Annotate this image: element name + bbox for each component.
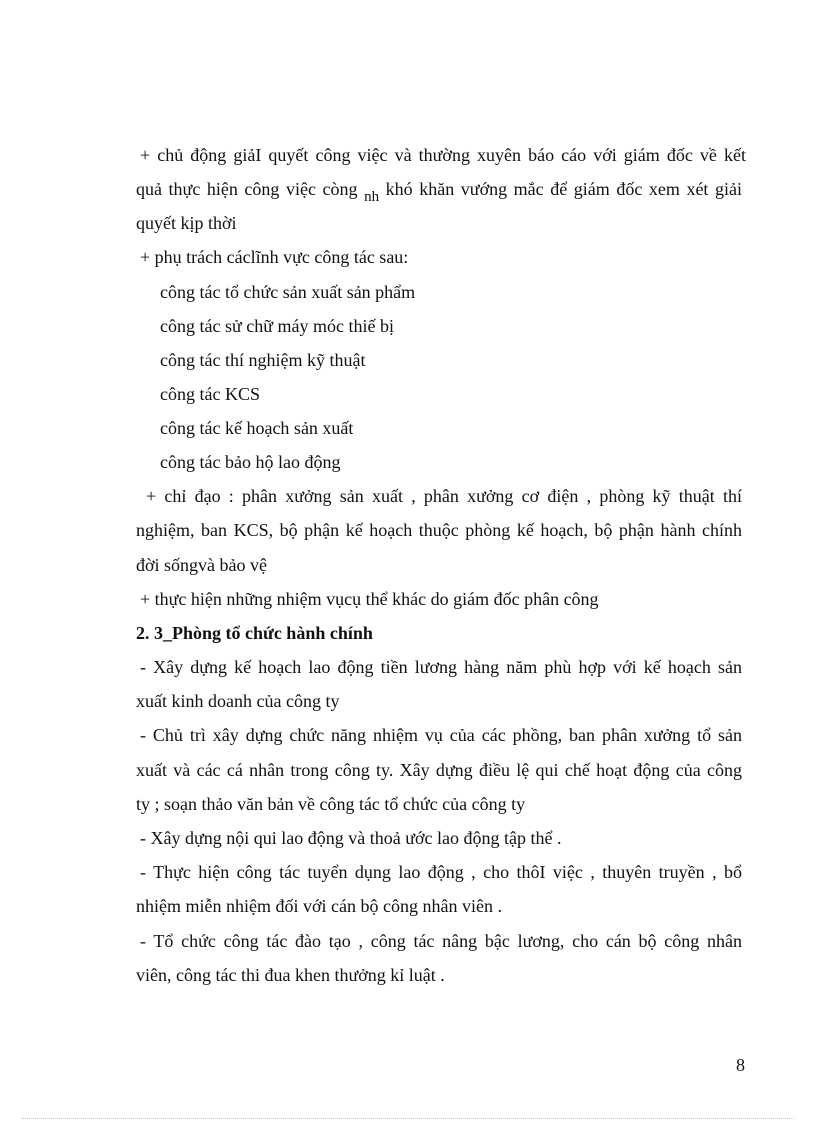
list-item: công tác thí nghiệm kỹ thuật	[160, 350, 366, 370]
paragraph-line: ty ; soạn thảo văn bản về công tác tổ chức của công ty	[136, 794, 526, 814]
paragraph-line: đời sốngvà bảo vệ	[136, 555, 267, 575]
paragraph-line: xuất kinh doanh của công ty	[136, 691, 340, 711]
paragraph-line: - Thực hiện công tác tuyển dụng lao động , cho thôI việc , thuyên truyền , bổ	[140, 862, 742, 882]
paragraph-line: - Tổ chức công tác đào tạo , công tác nâng bậc lương, cho cán bộ công nhân	[140, 931, 742, 951]
paragraph-line: quyết kịp thời	[136, 213, 237, 233]
paragraph-line: - Xây dựng nội qui lao động và thoả ước lao động tập thể .	[140, 828, 562, 848]
paragraph-line: viên, công tác thi đua khen thưởng kỉ luật .	[136, 965, 445, 985]
subscript-text: nh	[364, 189, 380, 205]
text-run: khó khăn vướng mắc để giám đốc xem xét giải	[379, 179, 742, 199]
paragraph-line: + chủ động giảI quyết công việc và thường xuyên báo cáo với giám đốc về kết	[140, 145, 746, 165]
footer-divider	[22, 1118, 794, 1119]
list-item: công tác bảo hộ lao động	[160, 452, 341, 472]
paragraph-line	[136, 177, 742, 203]
list-item: công tác kế hoạch sản xuất	[160, 418, 354, 438]
paragraph-line: nghiệm, ban KCS, bộ phận kế hoạch thuộc phòng kế hoạch, bộ phận hành chính	[136, 520, 742, 540]
paragraph-line: - Chủ trì xây dựng chức năng nhiệm vụ của các phồng, ban phân xưởng tổ sản	[140, 725, 742, 745]
paragraph-line: - Xây dựng kế hoạch lao động tiền lương hàng năm phù hợp với kế hoạch sản	[140, 657, 742, 677]
paragraph-line: + thực hiện những nhiệm vụcụ thể khác do giám đốc phân công	[140, 589, 599, 609]
list-item: công tác sử chữ máy móc thiế bị	[160, 316, 394, 336]
paragraph-line: nhiệm miễn nhiệm đối với cán bộ công nhân viên .	[136, 896, 502, 916]
page-number: 8	[736, 1055, 745, 1075]
paragraph-line: + chỉ đạo : phân xưởng sản xuất , phân xưởng cơ điện , phòng kỹ thuật thí	[146, 486, 742, 506]
paragraph-line: xuất và các cá nhân trong công ty. Xây dựng điều lệ qui chế hoạt động của công	[136, 760, 742, 780]
text-run: quả thực hiện công việc còng	[136, 179, 365, 199]
list-intro-line: + phụ trách cáclĩnh vực công tác sau:	[140, 247, 409, 267]
list-item: công tác tổ chức sản xuất sản phẩm	[160, 282, 416, 302]
list-item: công tác KCS	[160, 384, 260, 404]
section-heading: 2. 3_Phòng tổ chức hành chính	[136, 623, 373, 643]
